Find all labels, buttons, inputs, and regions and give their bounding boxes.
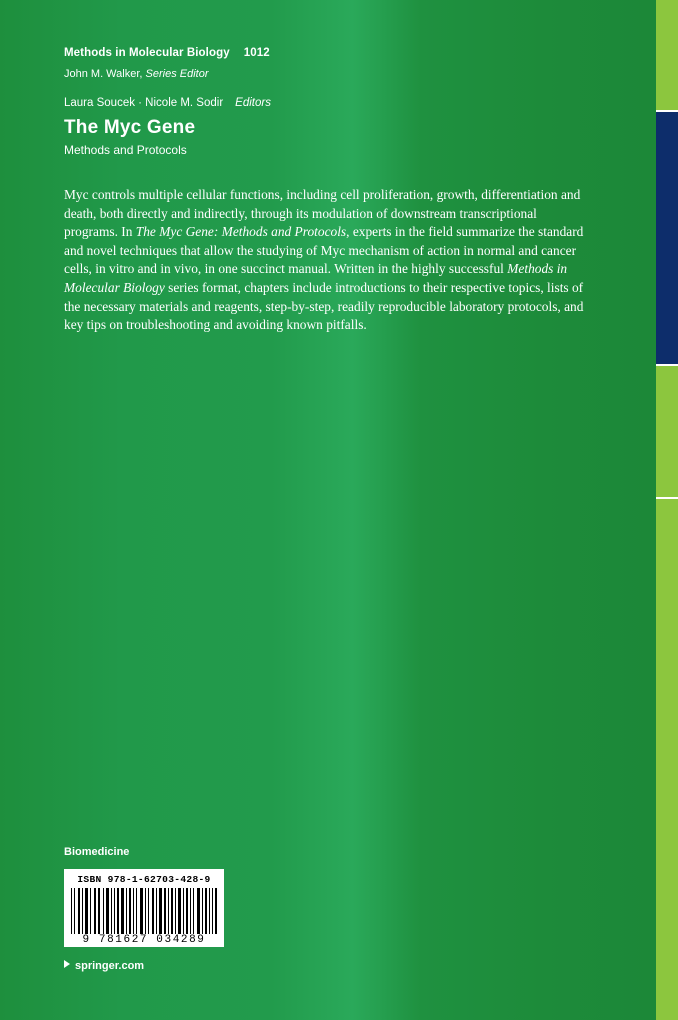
spine-divider-bottom — [656, 497, 678, 499]
spine-divider-mid — [656, 364, 678, 366]
triangle-icon — [64, 960, 70, 968]
editors-names: Laura Soucek · Nicole M. Sodir — [64, 97, 224, 109]
ean-digits: 9 781627 034289 — [82, 934, 206, 946]
isbn-label: ISBN 978-1-62703-428-9 — [77, 874, 211, 885]
subject-label: Biomedicine — [64, 846, 130, 858]
series-line — [64, 47, 270, 59]
spine-dark-block — [656, 112, 678, 364]
blurb-text-2: , experts in the field summarize the standard and novel techniques that allow the studying of Myc mechanism of action in normal and cancer cells, in vitro and in vivo, in one succinct manual. Written in the highly successful — [64, 224, 584, 277]
series-editor-line — [64, 68, 209, 80]
editors-line — [64, 97, 271, 109]
book-title: The Myc Gene — [64, 117, 196, 138]
cover-content — [64, 0, 594, 1020]
series-number: 1012 — [243, 47, 270, 59]
publisher-url: springer.com — [75, 960, 145, 972]
spine-divider-top — [656, 110, 678, 112]
series-editor-role: Series Editor — [145, 68, 209, 80]
editors-role: Editors — [235, 97, 271, 109]
isbn-barcode — [64, 869, 224, 947]
blurb-italic-1: The Myc Gene: Methods and Protocols — [135, 224, 347, 240]
blurb-text-3: series format, chapters include introductions to their respective topics, lists of the necessary materials and reagents, step-by-step, readily reproducible laboratory protocols, and key tips on troubleshooting and avoiding known pitfalls. — [64, 279, 584, 333]
blurb-text-1: Myc controls multiple cellular functions, including cell proliferation, growth, differentiation and death, both directly and indirectly, through its modulation of downstream transcriptional programs. In — [64, 187, 581, 240]
series-editor-name: John M. Walker, — [64, 68, 143, 80]
blurb-italic-2: Methods in Molecular Biology — [64, 261, 568, 295]
publisher-link[interactable] — [64, 960, 144, 972]
series-name: Methods in Molecular Biology — [64, 47, 230, 59]
barcode-bars — [71, 888, 217, 934]
back-cover-blurb — [64, 186, 588, 335]
book-subtitle: Methods and Protocols — [64, 143, 187, 157]
